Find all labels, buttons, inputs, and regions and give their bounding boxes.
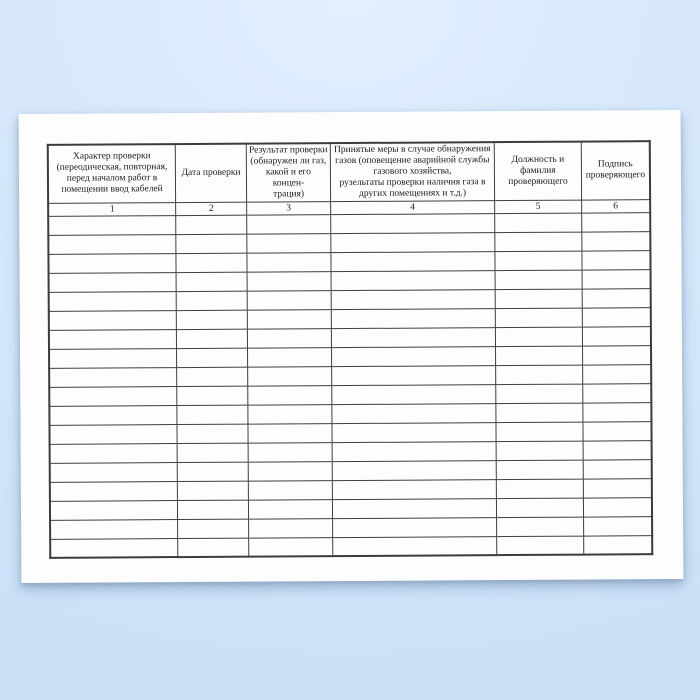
blank-cell-check-type bbox=[49, 291, 177, 311]
blank-cell-check-type bbox=[50, 538, 178, 558]
blank-cell-position-surname bbox=[496, 422, 583, 442]
blank-cell-check-type bbox=[49, 386, 177, 406]
blank-cell-position-surname bbox=[495, 308, 582, 328]
blank-cell-position-surname bbox=[496, 441, 583, 461]
table-header-row bbox=[48, 141, 650, 203]
blank-cell-check-result bbox=[248, 404, 332, 424]
blank-cell-check-type bbox=[50, 519, 178, 539]
blank-cell-signature bbox=[582, 326, 651, 345]
blank-cell-check-result bbox=[247, 309, 331, 329]
blank-entry-rows bbox=[48, 212, 652, 558]
blank-cell-check-result bbox=[249, 537, 333, 557]
blank-cell-measures-taken bbox=[331, 251, 495, 271]
blank-cell-signature bbox=[582, 212, 651, 231]
blank-cell-check-result bbox=[247, 271, 331, 291]
blank-cell-signature bbox=[583, 478, 652, 497]
blank-cell-check-type bbox=[48, 253, 176, 273]
column-number: 4 bbox=[330, 200, 494, 214]
blank-cell-position-surname bbox=[495, 289, 582, 309]
blank-cell-signature bbox=[583, 402, 652, 421]
blank-cell-measures-taken bbox=[331, 365, 495, 385]
blank-cell-check-result bbox=[248, 366, 332, 386]
col-header-check-date: Дата проверки bbox=[175, 144, 246, 202]
blank-cell-measures-taken bbox=[332, 536, 496, 556]
blank-cell-measures-taken bbox=[331, 289, 495, 309]
blank-cell-signature bbox=[583, 516, 652, 535]
blank-cell-signature bbox=[582, 269, 651, 288]
blank-cell-check-date bbox=[176, 329, 247, 348]
gas-inspection-journal-table bbox=[47, 140, 654, 559]
blank-cell-position-surname bbox=[495, 251, 582, 271]
blank-cell-signature bbox=[582, 364, 651, 383]
blank-cell-position-surname bbox=[495, 213, 582, 233]
blank-cell-position-surname bbox=[496, 384, 583, 404]
blank-cell-check-type bbox=[49, 348, 177, 368]
blank-cell-check-type bbox=[48, 234, 176, 254]
blank-cell-position-surname bbox=[496, 346, 583, 366]
blank-cell-check-type bbox=[49, 310, 177, 330]
blank-cell-check-date bbox=[178, 538, 249, 557]
blank-cell-signature bbox=[582, 288, 651, 307]
blank-cell-check-date bbox=[177, 462, 248, 481]
document-page bbox=[19, 110, 684, 583]
blank-cell-check-date bbox=[176, 234, 247, 253]
col-header-position-surname: Должность и фамилия проверяющего bbox=[494, 142, 581, 201]
blank-cell-signature bbox=[582, 307, 651, 326]
blank-cell-measures-taken bbox=[331, 270, 495, 290]
blank-cell-measures-taken bbox=[332, 498, 496, 518]
blank-cell-check-date bbox=[177, 443, 248, 462]
blank-cell-check-result bbox=[248, 423, 332, 443]
blank-cell-position-surname bbox=[495, 270, 582, 290]
blank-cell-signature bbox=[582, 231, 651, 250]
blank-cell-measures-taken bbox=[332, 384, 496, 404]
blank-cell-position-surname bbox=[496, 479, 583, 499]
blank-cell-check-date bbox=[178, 519, 249, 538]
blank-cell-check-result bbox=[248, 480, 332, 500]
blank-cell-signature bbox=[582, 250, 651, 269]
blank-cell-check-result bbox=[248, 461, 332, 481]
blank-cell-check-date bbox=[177, 386, 248, 405]
blank-cell-check-date bbox=[177, 405, 248, 424]
blank-cell-measures-taken bbox=[332, 460, 496, 480]
blank-cell-check-date bbox=[176, 310, 247, 329]
blank-cell-check-type bbox=[50, 481, 178, 501]
blank-cell-check-type bbox=[49, 405, 177, 425]
blank-cell-check-type bbox=[49, 424, 177, 444]
blank-cell-measures-taken bbox=[331, 346, 495, 366]
blank-cell-signature bbox=[583, 440, 652, 459]
blank-cell-measures-taken bbox=[331, 232, 495, 252]
blank-cell-check-date bbox=[176, 253, 247, 272]
column-number: 1 bbox=[48, 202, 176, 216]
blank-cell-position-surname bbox=[497, 536, 584, 556]
column-number: 3 bbox=[247, 201, 331, 215]
blank-cell-position-surname bbox=[495, 232, 582, 252]
col-header-check-type: Характер проверки (переодическая, повторная, перед началом работ в помещении ввод кабелей bbox=[48, 144, 176, 203]
blank-cell-measures-taken bbox=[331, 213, 495, 233]
blank-cell-check-result bbox=[248, 385, 332, 405]
blank-cell-check-result bbox=[248, 347, 332, 367]
blank-cell-check-date bbox=[177, 367, 248, 386]
blank-cell-measures-taken bbox=[332, 422, 496, 442]
blank-cell-signature bbox=[582, 345, 651, 364]
blank-table-row bbox=[50, 535, 652, 558]
blank-cell-check-date bbox=[177, 481, 248, 500]
col-header-check-result: Результат проверки (обнаружен ли газ, какой и его концен- трация) bbox=[246, 143, 330, 202]
blank-cell-measures-taken bbox=[332, 479, 496, 499]
blank-cell-position-surname bbox=[496, 403, 583, 423]
blank-cell-check-result bbox=[249, 499, 333, 519]
blank-cell-check-result bbox=[248, 328, 332, 348]
blank-cell-check-result bbox=[247, 290, 331, 310]
column-number: 2 bbox=[176, 202, 247, 215]
blank-cell-check-result bbox=[247, 252, 331, 272]
blank-cell-check-date bbox=[176, 272, 247, 291]
blank-cell-position-surname bbox=[496, 327, 583, 347]
blank-cell-check-result bbox=[247, 233, 331, 253]
column-number: 5 bbox=[495, 200, 582, 214]
blank-cell-measures-taken bbox=[332, 403, 496, 423]
blank-cell-signature bbox=[583, 383, 652, 402]
col-header-measures-taken: Принятые меры в случае обнаружения газов (оповещение аварийной службы газового хозяйства, рузельтаты проверки наличия газа в других помещениях и т.д.) bbox=[330, 142, 495, 201]
blank-cell-measures-taken bbox=[331, 308, 495, 328]
blank-cell-position-surname bbox=[496, 365, 583, 385]
blank-cell-check-type bbox=[49, 329, 177, 349]
blank-cell-signature bbox=[583, 421, 652, 440]
blank-cell-check-type bbox=[49, 367, 177, 387]
blank-cell-check-type bbox=[50, 443, 178, 463]
blank-cell-check-type bbox=[50, 500, 178, 520]
blank-cell-check-type bbox=[49, 272, 177, 292]
blank-cell-measures-taken bbox=[332, 441, 496, 461]
col-header-signature: Подпись проверяющего bbox=[581, 141, 650, 199]
blank-cell-check-result bbox=[249, 518, 333, 538]
blank-cell-position-surname bbox=[497, 517, 584, 537]
blank-cell-check-type bbox=[48, 215, 176, 235]
blank-cell-check-date bbox=[176, 291, 247, 310]
blank-cell-check-date bbox=[177, 424, 248, 443]
blank-cell-position-surname bbox=[497, 498, 584, 518]
blank-cell-check-type bbox=[50, 462, 178, 482]
blank-cell-check-date bbox=[178, 500, 249, 519]
column-number: 6 bbox=[581, 199, 650, 212]
blank-cell-measures-taken bbox=[331, 327, 495, 347]
blank-cell-signature bbox=[583, 459, 652, 478]
blank-cell-signature bbox=[583, 497, 652, 516]
blank-cell-check-date bbox=[176, 215, 247, 234]
blank-cell-check-result bbox=[248, 442, 332, 462]
blank-cell-measures-taken bbox=[332, 517, 496, 537]
blank-cell-check-result bbox=[247, 214, 331, 234]
blank-cell-signature bbox=[584, 535, 653, 554]
blank-cell-position-surname bbox=[496, 460, 583, 480]
blank-cell-check-date bbox=[177, 348, 248, 367]
